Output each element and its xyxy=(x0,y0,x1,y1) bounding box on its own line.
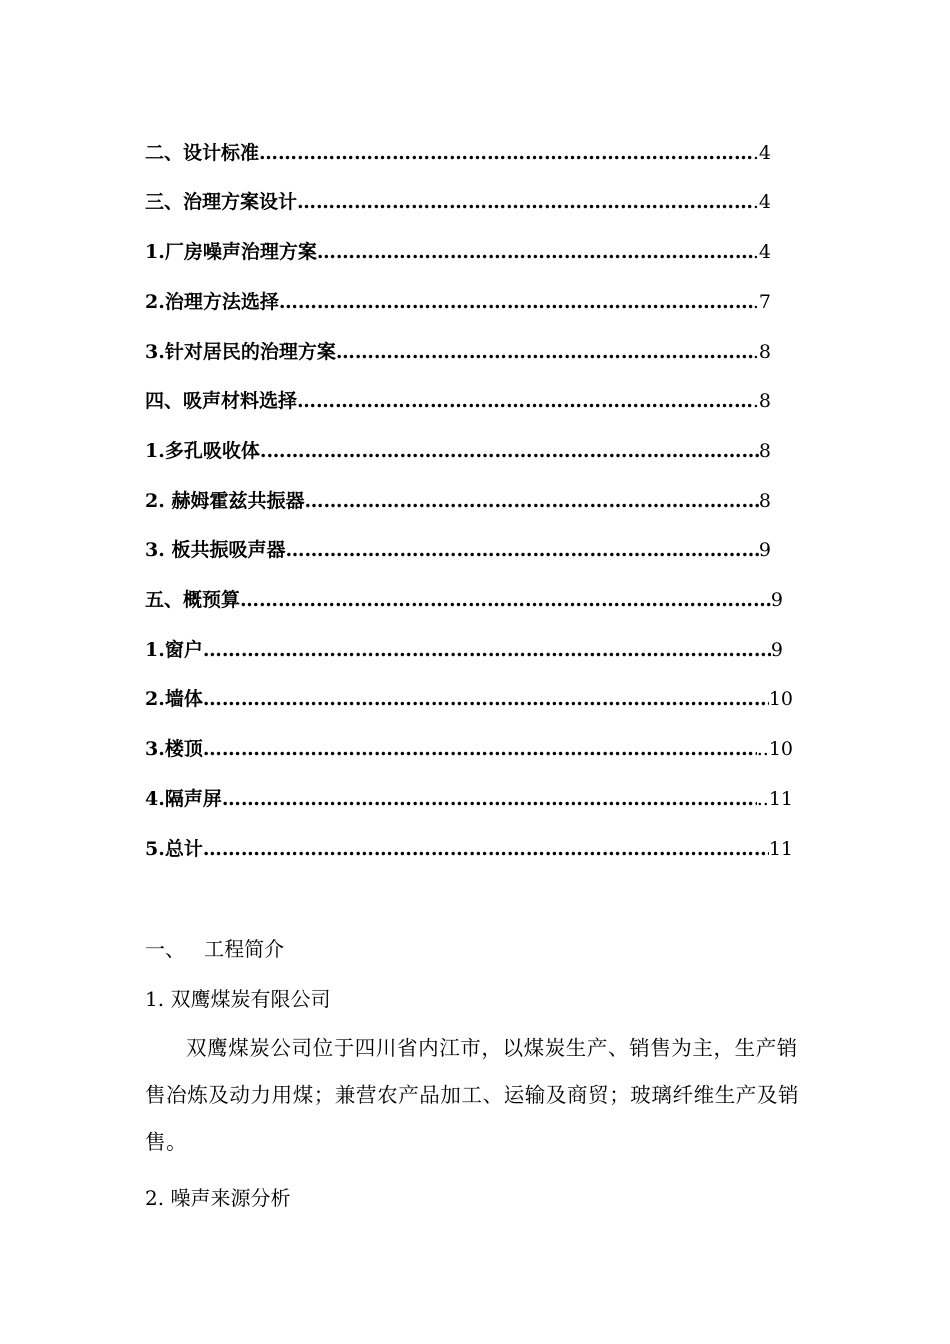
toc-entry-page: .8 xyxy=(752,390,771,412)
toc-leader-dots xyxy=(266,440,758,462)
toc-entry[interactable] xyxy=(145,237,771,267)
toc-entry[interactable] xyxy=(145,734,793,764)
toc-entry-page: 9 xyxy=(770,639,783,661)
toc-entry-title: 1.多孔吸收体. xyxy=(145,440,267,462)
toc-entry-page: 10 xyxy=(768,688,793,710)
toc-leader-dots xyxy=(304,490,758,512)
toc-leader-dots xyxy=(222,788,757,810)
toc-entry-title: 三、治理方案设计 xyxy=(145,191,298,213)
toc-entry[interactable] xyxy=(145,287,771,317)
toc-entry-page: 11 xyxy=(768,838,793,860)
subsection-heading: 2. 噪声来源分析 xyxy=(145,1186,291,1210)
toc-entry[interactable] xyxy=(145,436,771,466)
toc-entry-title: 3.针对居民的治理方案 xyxy=(145,341,336,363)
toc-entry-title: 3. 板共振吸声器 xyxy=(145,539,286,561)
toc-entry-title: 1.窗户 xyxy=(145,639,203,661)
toc-entry[interactable] xyxy=(145,187,771,217)
toc-entry-page: .7 xyxy=(752,291,771,313)
toc-entry-title: 2. 赫姆霍兹共振器 xyxy=(145,490,305,512)
toc-leader-dots xyxy=(203,738,757,760)
toc-entry[interactable] xyxy=(145,386,771,416)
toc-leader-dots xyxy=(203,688,769,710)
toc-entry[interactable] xyxy=(145,138,771,168)
toc-entry-title: 1.厂房噪声治理方案 xyxy=(145,241,317,263)
toc-entry-title: 二、设计标准 xyxy=(145,142,260,164)
toc-leader-dots xyxy=(317,241,753,263)
toc-leader-dots xyxy=(259,142,753,164)
toc-entry-page: .4 xyxy=(752,191,771,213)
toc-entry[interactable] xyxy=(145,784,793,814)
toc-entry[interactable] xyxy=(145,684,793,714)
section-heading: 一、 工程简介 xyxy=(145,937,285,961)
toc-entry-title: 5.总计 xyxy=(145,838,203,860)
toc-entry-page: ..10 xyxy=(756,738,793,760)
toc-entry[interactable] xyxy=(145,635,783,665)
body-paragraph: 双鹰煤炭公司位于四川省内江市，以煤炭生产、销售为主，生产销售冶炼及动力用煤；兼营农产品加工、运输及商贸；玻璃纤维生产及销售。 xyxy=(145,1036,800,1154)
toc-entry[interactable] xyxy=(145,585,783,615)
toc-leader-dots xyxy=(285,539,758,561)
toc-entry-page: .4 xyxy=(752,241,771,263)
toc-entry[interactable] xyxy=(145,834,793,864)
toc-entry-title: 2.治理方法选择 xyxy=(145,291,279,313)
toc-leader-dots xyxy=(240,589,771,611)
toc-entry-title: 2.墙体 xyxy=(145,688,203,710)
toc-leader-dots xyxy=(203,838,769,860)
toc-entry-title: 4.隔声屏 xyxy=(145,788,222,810)
toc-entry-page: ..11 xyxy=(756,788,793,810)
toc-entry-title: 3.楼顶 xyxy=(145,738,203,760)
toc-leader-dots xyxy=(336,341,753,363)
toc-entry-title: 四、吸声材料选择 xyxy=(145,390,298,412)
toc-leader-dots xyxy=(297,390,753,412)
toc-entry[interactable] xyxy=(145,486,771,516)
toc-leader-dots xyxy=(297,191,753,213)
toc-entry[interactable] xyxy=(145,535,771,565)
toc-entry[interactable] xyxy=(145,337,771,367)
toc-leader-dots xyxy=(279,291,753,313)
toc-entry-page: .4 xyxy=(752,142,771,164)
toc-entry-title: 五、概预算 xyxy=(145,589,241,611)
subsection-heading: 1. 双鹰煤炭有限公司 xyxy=(145,987,331,1011)
toc-entry-page: 8 xyxy=(758,490,771,512)
toc-leader-dots xyxy=(203,639,771,661)
toc-entry-page: 8 xyxy=(758,440,771,462)
toc-entry-page: 9 xyxy=(770,589,783,611)
toc-entry-page: .8 xyxy=(752,341,771,363)
toc-entry-page: 9 xyxy=(758,539,771,561)
